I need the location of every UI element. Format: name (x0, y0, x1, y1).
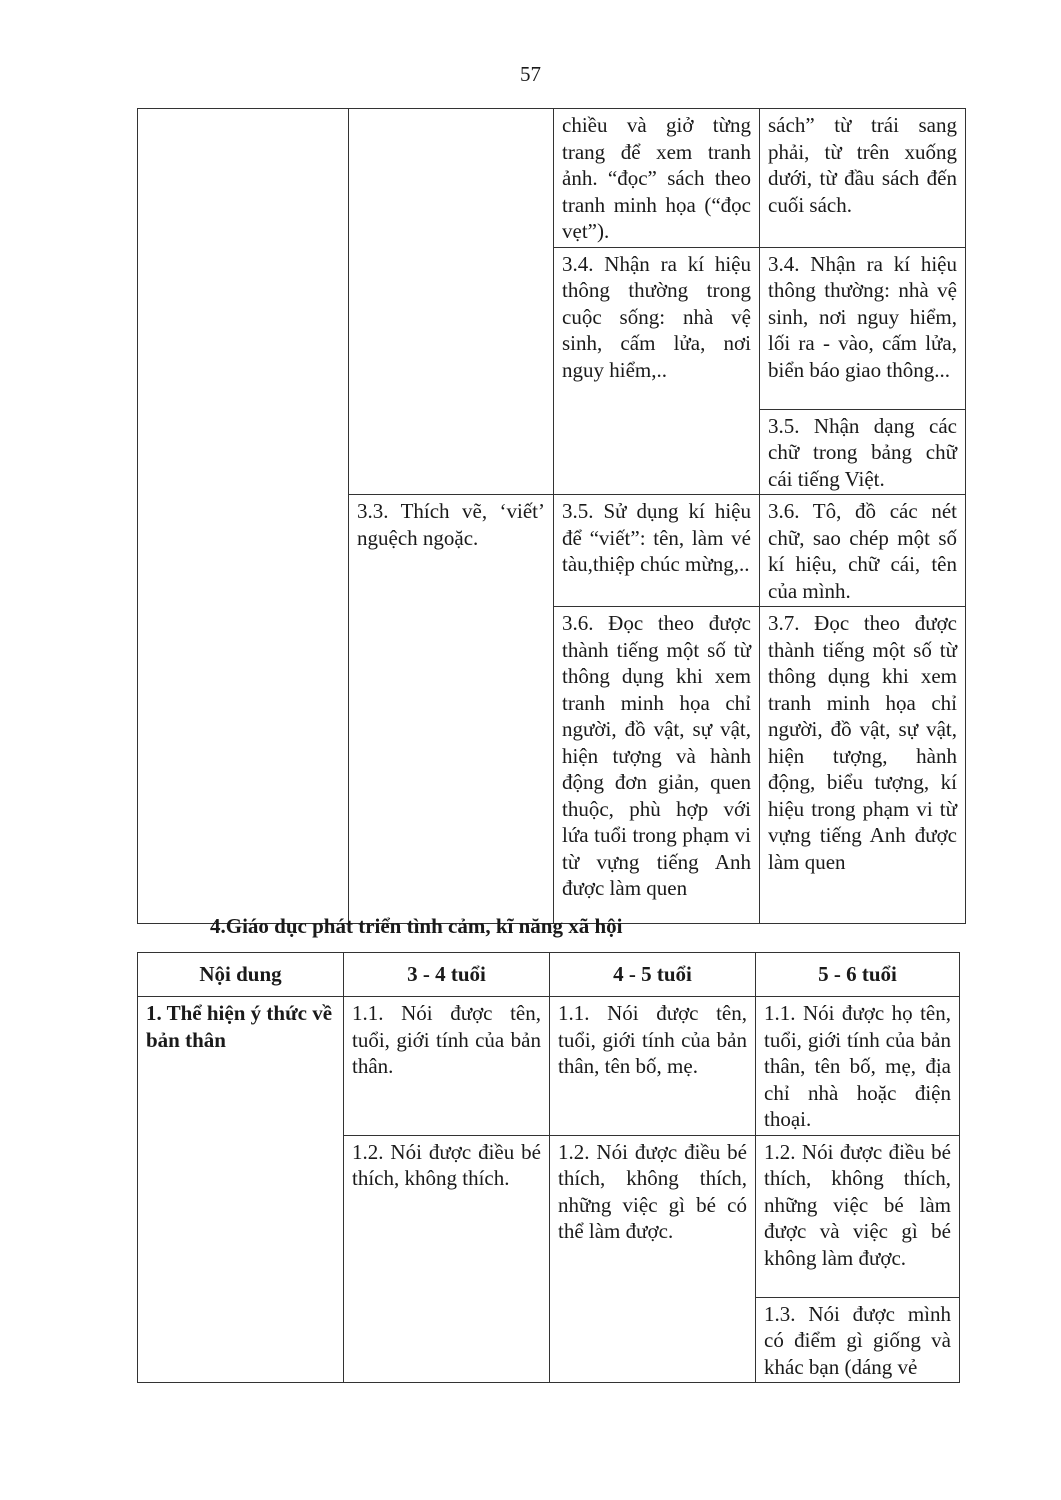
age-3-4-cell: 3.3. Thích vẽ, ‘viết’ nguệch ngoặc. (349, 495, 554, 924)
table-header-row (138, 953, 960, 997)
age-4-5-cell: 1.1. Nói được tên, tuổi, giới tính của bản thân, tên bố, mẹ. (550, 997, 756, 1136)
section-heading: 4.Giáo dục phát triển tình cảm, kĩ năng xã hội (210, 914, 623, 938)
age-4-5-cell: 1.2. Nói được điều bé thích, không thích, những việc gì bé có thể làm được. (550, 1135, 756, 1383)
social-emotional-table (137, 952, 960, 1383)
age-5-6-cell: 1.1. Nói được họ tên, tuổi, giới tính của bản thân, tên bố, mẹ, địa chỉ nhà hoặc điện thoại. (756, 997, 960, 1136)
header-age-4-5: 4 - 5 tuổi (550, 953, 756, 997)
table-row (138, 997, 960, 1136)
age-5-6-cell: 1.2. Nói được điều bé thích, không thích, những việc bé làm được và việc gì bé không làm được. (756, 1135, 960, 1297)
age-5-6-cell: 1.3. Nói được mình có điểm gì giống và khác bạn (dáng vẻ (756, 1297, 960, 1383)
age-4-5-cell: chiều và giở từng trang để xem tranh ảnh. “đọc” sách theo tranh minh họa (“đọc vẹt”). (554, 109, 760, 248)
age-5-6-cell: 3.5. Nhận dạng các chữ trong bảng chữ cái tiếng Việt. (760, 409, 966, 495)
header-age-3-4: 3 - 4 tuổi (344, 953, 550, 997)
age-5-6-cell: 3.4. Nhận ra kí hiệu thông thường: nhà vệ sinh, nơi nguy hiểm, lối ra - vào, cấm lửa, biển báo giao thông... (760, 247, 966, 409)
header-content: Nội dung (138, 953, 344, 997)
age-4-5-cell: 3.5. Sử dụng kí hiệu để “viết”: tên, làm vé tàu,thiệp chúc mừng,.. (554, 495, 760, 607)
age-3-4-cell: 1.1. Nói được tên, tuổi, giới tính của bản thân. (344, 997, 550, 1136)
header-age-5-6: 5 - 6 tuổi (756, 953, 960, 997)
age-4-5-cell: 3.6. Đọc theo được thành tiếng một số từ thông dụng khi xem tranh minh họa chỉ người, đồ vật, sự vật, hiện tượng và hành động đơn giản, quen thuộc, phù hợp với lứa tuổi trong phạm vi từ vựng tiếng Anh được làm quen (554, 607, 760, 924)
age-5-6-cell: 3.7. Đọc theo được thành tiếng một số từ thông dụng khi xem tranh minh họa chỉ người, đồ vật, sự vật, hiện tượng, hành động, biểu tượng, kí hiệu trong phạm vi từ vựng tiếng Anh được làm quen (760, 607, 966, 924)
curriculum-table-continued (137, 108, 966, 924)
table-row (138, 109, 966, 248)
age-5-6-cell: sách” từ trái sang phải, từ trên xuống dưới, từ đầu sách đến cuối sách. (760, 109, 966, 248)
content-cell (138, 109, 349, 924)
age-3-4-cell (349, 109, 554, 495)
age-3-4-cell: 1.2. Nói được điều bé thích, không thích. (344, 1135, 550, 1383)
page-number: 57 (520, 62, 541, 86)
age-4-5-cell: 3.4. Nhận ra kí hiệu thông thường trong cuộc sống: nhà vệ sinh, cấm lửa, nơi nguy hiểm,.. (554, 247, 760, 495)
age-5-6-cell: 3.6. Tô, đồ các nét chữ, sao chép một số kí hiệu, chữ cái, tên của mình. (760, 495, 966, 607)
content-cell: 1. Thể hiện ý thức về bản thân (138, 997, 344, 1383)
